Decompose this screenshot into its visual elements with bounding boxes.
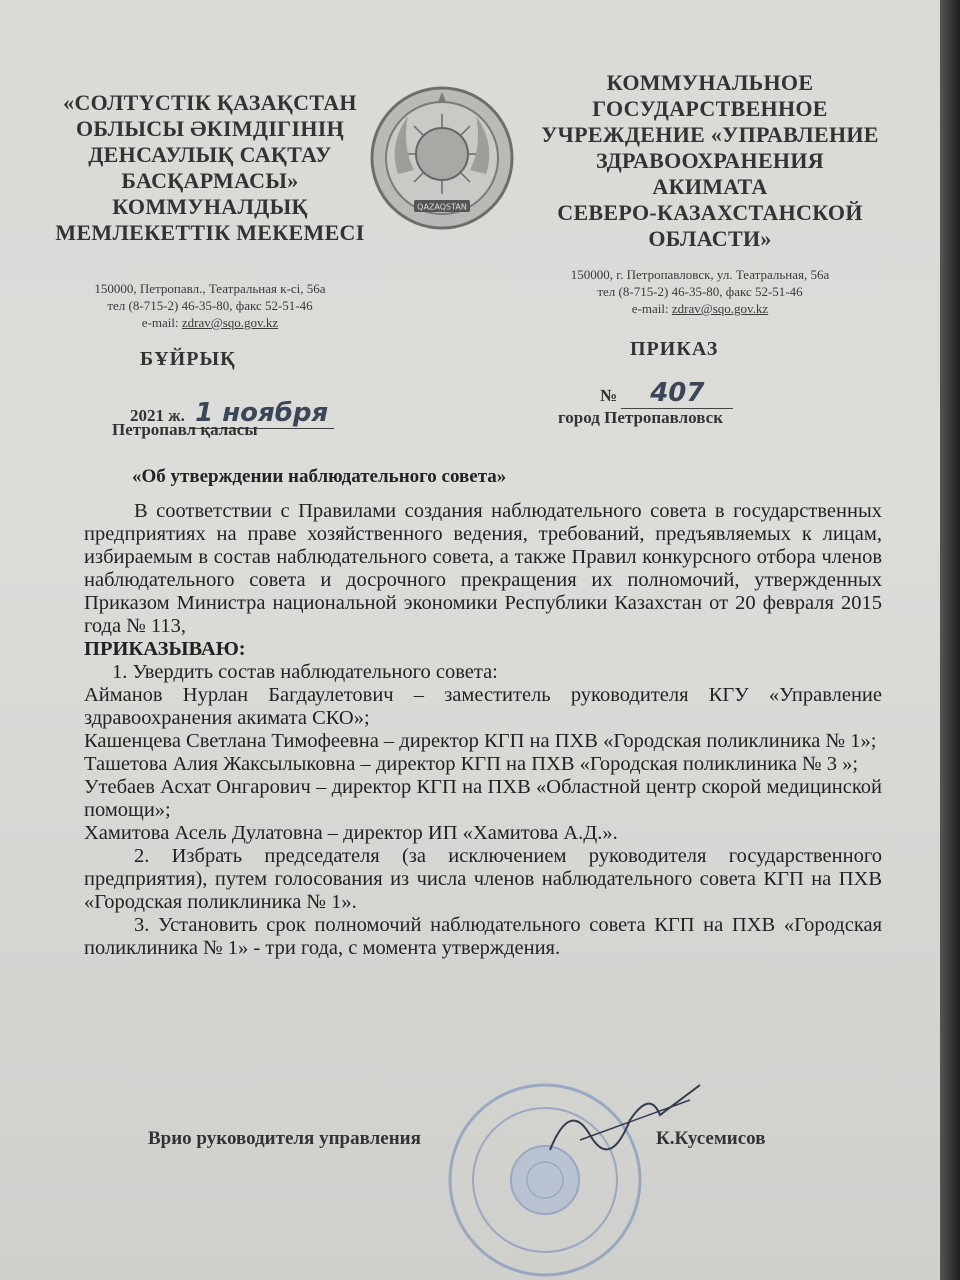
preamble-paragraph: В соответствии с Правилами создания наблюдательного совета в государственных предприятиях на праве хозяйственного ведения, требований, предъявляемых к лицам, избираемым в состав наблюдательного совета, а также Правил конкурсного отбора членов наблюдательного совета и досрочного прекращения их полномочий, утвержденных Приказом Министра национальной экономики Республики Казахстан от 20 февраля 2015 года № 113,: [84, 500, 882, 637]
header-ru-line: КОММУНАЛЬНОЕ: [606, 70, 814, 95]
phone-line: тел (8-715-2) 46-35-80, факс 52-51-46: [597, 284, 803, 299]
emblem-ribbon-text: QAZAQSTAN: [417, 202, 467, 212]
header-kz-line: КОММУНАЛДЫҚ: [112, 194, 308, 219]
address-line: 150000, Петропавл., Театральная к-сі, 56а: [94, 281, 326, 296]
header-ru-line: СЕВЕРО-КАЗАХСТАНСКОЙ: [557, 200, 863, 225]
city-russian: город Петропавловск: [558, 408, 723, 427]
item-3: 3. Установить срок полномочий наблюдательного совета КГП на ПХВ «Городская поликлиника № 1» - три года, с момента утверждения.: [84, 914, 882, 959]
handwritten-signature-icon: [540, 1080, 710, 1170]
email-line: [40, 314, 380, 331]
header-kazakh: [40, 90, 380, 246]
number-sign: №: [600, 386, 618, 405]
signatory-position: Врио руководителя управления: [148, 1128, 421, 1149]
member-5: Хамитова Асель Дулатовна – директор ИП «Хамитова А.Д.».: [84, 822, 618, 844]
email-label: e-mail:: [141, 315, 182, 330]
header-ru-line: ОБЛАСТИ»: [648, 226, 772, 251]
date-year: 2021 ж.: [130, 406, 185, 425]
order-body: [84, 500, 882, 960]
email-line: [510, 300, 890, 317]
signatory-name: К.Кусемисов: [656, 1128, 766, 1149]
email-label: e-mail:: [631, 301, 672, 316]
member-3: Ташетова Алия Жаксылыковна – директор КГП на ПХВ «Городская поликлиника № 3 »;: [84, 753, 859, 775]
background-edge: [940, 0, 960, 1280]
phone-line: тел (8-715-2) 46-35-80, факс 52-51-46: [107, 298, 313, 313]
order-number: [600, 378, 733, 409]
address-russian: [510, 266, 890, 317]
member-1: Айманов Нурлан Багдаулетович – заместитель руководителя КГУ «Управление здравоохранения акимата СКО»;: [84, 684, 882, 729]
order-word: ПРИКАЗЫВАЮ:: [84, 638, 246, 660]
member-2: Кашенцева Светлана Тимофеевна – директор КГП на ПХВ «Городская поликлиника № 1»;: [84, 730, 877, 752]
address-kazakh: [40, 280, 380, 331]
email-link[interactable]: zdrav@sqo.gov.kz: [181, 315, 279, 330]
order-title-kazakh: БҰЙРЫҚ: [140, 348, 236, 370]
header-ru-line: ЗДРАВООХРАНЕНИЯ: [596, 148, 824, 173]
header-kz-line: «СОЛТҮСТІК ҚАЗАҚСТАН: [63, 90, 357, 115]
address-line: 150000, г. Петропавловск, ул. Театральная, 56а: [570, 267, 830, 282]
header-kz-line: ДЕНСАУЛЫҚ САҚТАУ: [88, 142, 332, 167]
header-ru-line: УЧРЕЖДЕНИЕ «УПРАВЛЕНИЕ: [541, 122, 879, 147]
header-ru-line: ГОСУДАРСТВЕННОЕ: [592, 96, 828, 121]
handwritten-number: 407: [621, 378, 733, 409]
item-2: 2. Избрать председателя (за исключением руководителя государственного предприятия), путем голосования из числа членов наблюдательного совета КГП на ПХВ «Городская поликлиника № 1».: [84, 845, 882, 913]
header-ru-line: АКИМАТА: [652, 174, 768, 199]
order-subject: «Об утверждении наблюдательного совета»: [132, 466, 507, 487]
header-kz-line: БАСҚАРМАСЫ»: [121, 168, 299, 193]
member-4: Утебаев Асхат Онгарович – директор КГП на ПХВ «Областной центр скорой медицинской помощи»;: [84, 776, 882, 821]
header-kz-line: МЕМЛЕКЕТТІК МЕКЕМЕСІ: [55, 220, 365, 245]
header-russian: [520, 70, 900, 252]
city-kazakh: Петропавл қаласы: [112, 420, 258, 439]
header-kz-line: ОБЛЫСЫ ӘКІМДІГІНІҢ: [75, 116, 345, 141]
item-1: 1. Увердить состав наблюдательного совета:: [112, 661, 498, 683]
order-title-russian: ПРИКАЗ: [630, 338, 719, 360]
state-emblem-icon: [368, 84, 516, 232]
handwritten-date: 1 ноября: [189, 398, 334, 429]
email-link[interactable]: zdrav@sqo.gov.kz: [671, 301, 769, 316]
